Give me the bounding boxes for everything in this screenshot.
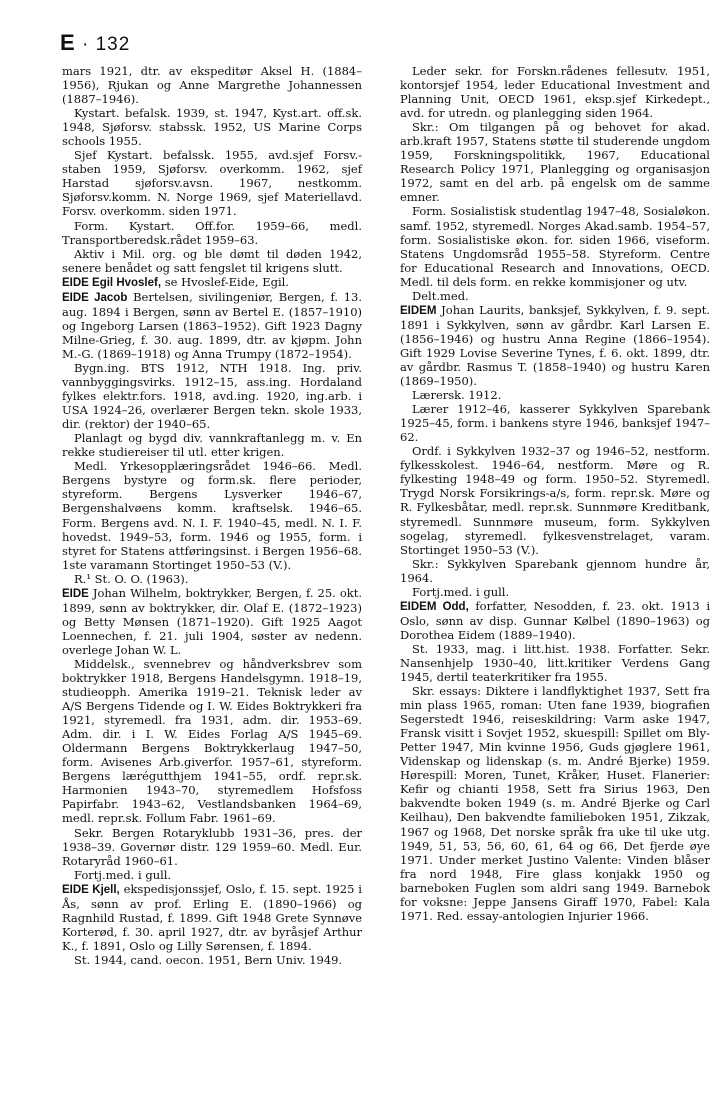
entry-paragraph <box>62 953 362 967</box>
entry-text: Fortj.med. i gull. <box>412 584 510 599</box>
entry-headword: EIDEM <box>400 304 437 317</box>
entry-text: se Hvoslef-Eide, Egil. <box>164 274 289 289</box>
entry-paragraph <box>400 388 710 402</box>
entry-paragraph <box>400 642 710 684</box>
entry-paragraph <box>62 826 362 868</box>
entry-text: Aktiv i Mil. org. og ble dømt til døden 1942, senere benådet og satt fengslet til krigens slutt. <box>62 246 362 275</box>
biography-entry <box>62 275 362 290</box>
entry-text: Kystart. befalsk. 1939, st. 1947, Kyst.art. off.sk. 1948, Sjøforsv. stabssk. 1952, US Marine Corps schools 1955. <box>62 106 362 149</box>
entry-text: Lærer 1912–46, kasserer Sykkylven Sparebank 1925–45, form. i bankens styre 1946, banksjef 1947–62. <box>400 402 710 445</box>
entry-headword: EIDE Jacob <box>62 291 128 304</box>
entry-text: Planlagt og bygd div. vannkraftanlegg m. v. En rekke studiereiser til utl. etter krigen. <box>62 431 362 460</box>
entry-paragraph <box>400 684 710 923</box>
entry-text: Middelsk., svennebrev og håndverksbrev som boktrykker 1918, Bergens Handelsgymn. 1918–19, studieopph. Amerika 1919–21. Teknisk leder av A/S Bergens Tidende og I. W. Eides Boktrykkeri fra 1921, styremedl. fra 1931, adm. dir. 1953–69. Adm. dir. i I. W. Eides Forlag A/S 1945–69. Oldermann Bergens Boktrykkerlaug 1947–50, form. Avisenes Arb.giverfor. 1957–61, styreform. Bergens lærégutthjem 1941–55, ordf. repr.sk. Harmonien 1943–70, styremedlem Hofsfoss Papirfabr. 1943–62, Vestlandsbanken 1964–69, medl. repr.sk. Follum Fabr. 1961–69. <box>62 656 362 826</box>
entry-text: Form. Sosialistisk studentlag 1947–48, Sosialøkon. samf. 1952, styremedl. Norges Akad.samb. 1954–57, form. Sosialistiske økon. for. siden 1966, viseform. Statens Ungdomsråd 1955–58. Styreform. Centre for Educational Research and Innovations, OECD. Medl. til dels form. en rekke kommisjoner og utv. <box>400 204 710 289</box>
entry-text: Skr.: Sykkylven Sparebank gjennom hundre år, 1964. <box>400 556 710 585</box>
entry-headword: EIDE <box>62 587 89 600</box>
left-column <box>62 64 362 967</box>
entry-paragraph <box>62 657 362 826</box>
entry-paragraph <box>400 557 710 585</box>
entry-text: Bygn.ing. BTS 1912, NTH 1918. Ing. priv. vannbyggingsvirks. 1912–15, ass.ing. Hordaland fylkes elektr.fors. 1918, avd.ing. 1920, ing.arb. i USA 1924–26, overlærer Bergen tekn. skole 1933, dir. (rektor) der 1940–65. <box>62 360 362 432</box>
entry-text: Form. Kystart. Off.for. 1959–66, medl. Transportberedsk.rådet 1959–63. <box>62 218 362 247</box>
entry-paragraph <box>62 106 362 148</box>
entry-text: R.¹ St. O. O. (1963). <box>74 571 189 586</box>
entry-paragraph <box>62 868 362 882</box>
entry-text: ekspedisjonssjef, Oslo, f. 15. sept. 1925 i Ås, sønn av prof. Erling E. (1890–1966) og Ragnhild Rustad, f. 1899. Gift 1948 Grete Synnøve Korterød, f. 30. april 1927, dtr. av byråsjef Arthur K., f. 1891, Oslo og Lilly Sørensen, f. 1894. <box>62 881 362 953</box>
header-separator: · <box>81 34 90 55</box>
entry-text: mars 1921, dtr. av ekspeditør Aksel H. (1884–1956), Rjukan og Anne Margrethe Johannessen (1887–1946). <box>62 64 362 107</box>
entry-paragraph <box>62 64 362 106</box>
entry-text: Johan Wilhelm, boktrykker, Bergen, f. 25. okt. 1899, sønn av boktrykker, dir. Olaf E. (1872–1923) og Betty Mønsen (1871–1920). Gift 1925 Aagot Loennechen, f. 21. juli 1904, søster av nedenn. overlege Johan W. L. <box>62 585 362 657</box>
biography-entry <box>62 882 362 953</box>
entry-text: Lærersk. 1912. <box>412 388 502 403</box>
entry-headword: EIDE Egil Hvoslef, <box>62 276 162 289</box>
entry-paragraph <box>62 572 362 586</box>
page-header <box>60 30 130 56</box>
biography-entry <box>62 586 362 657</box>
entry-text: Skr. essays: Diktere i landflyktighet 1937, Sett fra min plass 1965, roman: Uten fane 1939, biografien Segerstedt 1946, reiseskildring: Varm aske 1947, Fransk visitt i Sovjet 1952, skuespill: Spillet om Bly-Petter 1947, Min kvinne 1956, Guds gjøglere 1961, Videnskap og lidenskap (s. m. André Bjerke) 1959. Hørespill: Moren, Tunet, Kråker, Huset. Flanerier: Kefir og chianti 1958, Sett fra Sirius 1963, Den bakvendte boken 1949 (s. m. André Bjerke og Carl Keilhau), Den bakvendte familieboken 1951, Zikzak, 1967 og 1968, Det norske språk fra uke til uke utg. 1949, 51, 53, 56, 60, 61, 64 og 66, Det fjerde øye 1971. Under merket Justino Valente: Vinden blåser fra nord 1948, Fire glass konjakk 1950 og barneboken Fuglen som aldri sang 1949. Barnebok for voksne: Jeppe Jansens Giraff 1970, Fabel: Kala 1971. Red. essay-antologien Injurier 1966. <box>400 684 710 923</box>
entry-headword: EIDE Kjell, <box>62 883 120 896</box>
entry-text: Leder sekr. for Forskn.rådenes fellesutv. 1951, kontorsjef 1954, leder Educational Investment and Planning Unit, OECD 1961, eksp.sjef Kirkedept., avd. for utredn. og planlegging siden 1964. <box>400 64 710 121</box>
entry-paragraph <box>62 459 362 571</box>
entry-paragraph <box>62 148 362 218</box>
entry-text: St. 1944, cand. oecon. 1951, Bern Univ. 1949. <box>74 952 343 967</box>
entry-paragraph <box>400 585 710 599</box>
entry-paragraph <box>400 444 710 556</box>
entry-text: Ordf. i Sykkylven 1932–37 og 1946–52, nestform. fylkesskolest. 1946–64, nestform. Møre og R. fylkesting 1948–49 og form. 1950–52. Styremedl. Trygd Norsk Forsikrings-a/s, form. repr.sk. Møre og R. Fylkesbåtar, medl. repr.sk. Sunnmøre Kreditbank, styremedl. Sunnmøre museum, form. Sykkylven sogelag, styremedl. fylkesvenstrelaget, varam. Stortinget 1950–53 (V.). <box>400 444 710 557</box>
entry-text: St. 1933, mag. i litt.hist. 1938. Forfatter. Sekr. Nansenhjelp 1930–40, litt.kritiker Verdens Gang 1945, dertil teaterkritiker fra 1955. <box>400 641 710 685</box>
entry-text: Bertelsen, sivilingeniør, Bergen, f. 13. aug. 1894 i Bergen, sønn av Bertel E. (1857–1910) og Ingeborg Larsen (1863–1952). Gift 1923 Dagny Milne-Grieg, f. 30. aug. 1899, dtr. av kjøpm. John M.-G. (1869–1918) og Anna Trumpy (1872–1954). <box>62 289 363 361</box>
entry-paragraph <box>62 219 362 247</box>
entry-text: Delt.med. <box>412 288 469 303</box>
entry-paragraph <box>400 64 710 120</box>
entry-paragraph <box>400 120 710 204</box>
biography-entry <box>400 303 710 388</box>
entry-paragraph <box>62 361 362 431</box>
entry-text: Medl. Yrkesopplæringsrådet 1946–66. Medl. Bergens bystyre og form.sk. flere perioder, styreform. Bergens Lysverker 1946–67, Bergenshalvøens komm. kraftselsk. 1946–65. Form. Bergens avd. N. I. F. 1940–45, medl. N. I. F. hovedst. 1949–53, form. 1946 og 1955, form. i styret for Statens attføringsinst. i Bergen 1956–68. 1ste varamann Stortinget 1950–53 (V.). <box>62 459 362 572</box>
entry-text: Skr.: Om tilgangen på og behovet for akad. arb.kraft 1957, Statens støtte til studerende ungdom 1959, Forskningspolitikk, 1967, Educational Research Policy 1971, Planlegging og organisasjon 1972, samt en del arb. på engelsk om de samme emner. <box>400 120 710 205</box>
section-letter: E <box>60 30 76 55</box>
entry-text: forfatter, Nesodden, f. 23. okt. 1913 i Oslo, sønn av disp. Gunnar Kølbel (1890–1963) og Dorothea Eidem (1889–1940). <box>400 598 710 642</box>
right-column <box>400 64 710 923</box>
entry-text: Sekr. Bergen Rotaryklubb 1931–36, pres. der 1938–39. Governør distr. 129 1959–60. Medl. Eur. Rotaryråd 1960–61. <box>62 825 362 868</box>
page-number: 132 <box>95 34 131 55</box>
entry-paragraph <box>400 289 710 303</box>
entry-paragraph <box>400 402 710 444</box>
entry-text: Johan Laurits, banksjef, Sykkylven, f. 9. sept. 1891 i Sykkylven, sønn av gårdbr. Karl Larsen E. (1856–1946) og hustru Anna Regine (1866–1954). Gift 1929 Lovise Severine Tynes, f. 6. okt. 1899, dtr. av gårdbr. Rasmus T. (1858–1940) og hustru Karen (1869–1950). <box>400 302 710 389</box>
entry-text: Fortj.med. i gull. <box>74 867 172 882</box>
biography-entry <box>62 290 362 361</box>
entry-paragraph <box>400 204 710 288</box>
entry-text: Sjef Kystart. befalssk. 1955, avd.sjef Forsv.-staben 1959, Sjøforsv. overkomm. 1962, sjef Harstad sjøforsv.avsn. 1967, nestkomm. Sjøforsv.komm. N. Norge 1969, sjef Materiellavd. Forsv. overkomm. siden 1971. <box>62 148 362 219</box>
entry-paragraph <box>62 247 362 275</box>
entry-headword: EIDEM Odd, <box>400 600 469 613</box>
biography-entry <box>400 599 710 642</box>
entry-paragraph <box>62 431 362 459</box>
